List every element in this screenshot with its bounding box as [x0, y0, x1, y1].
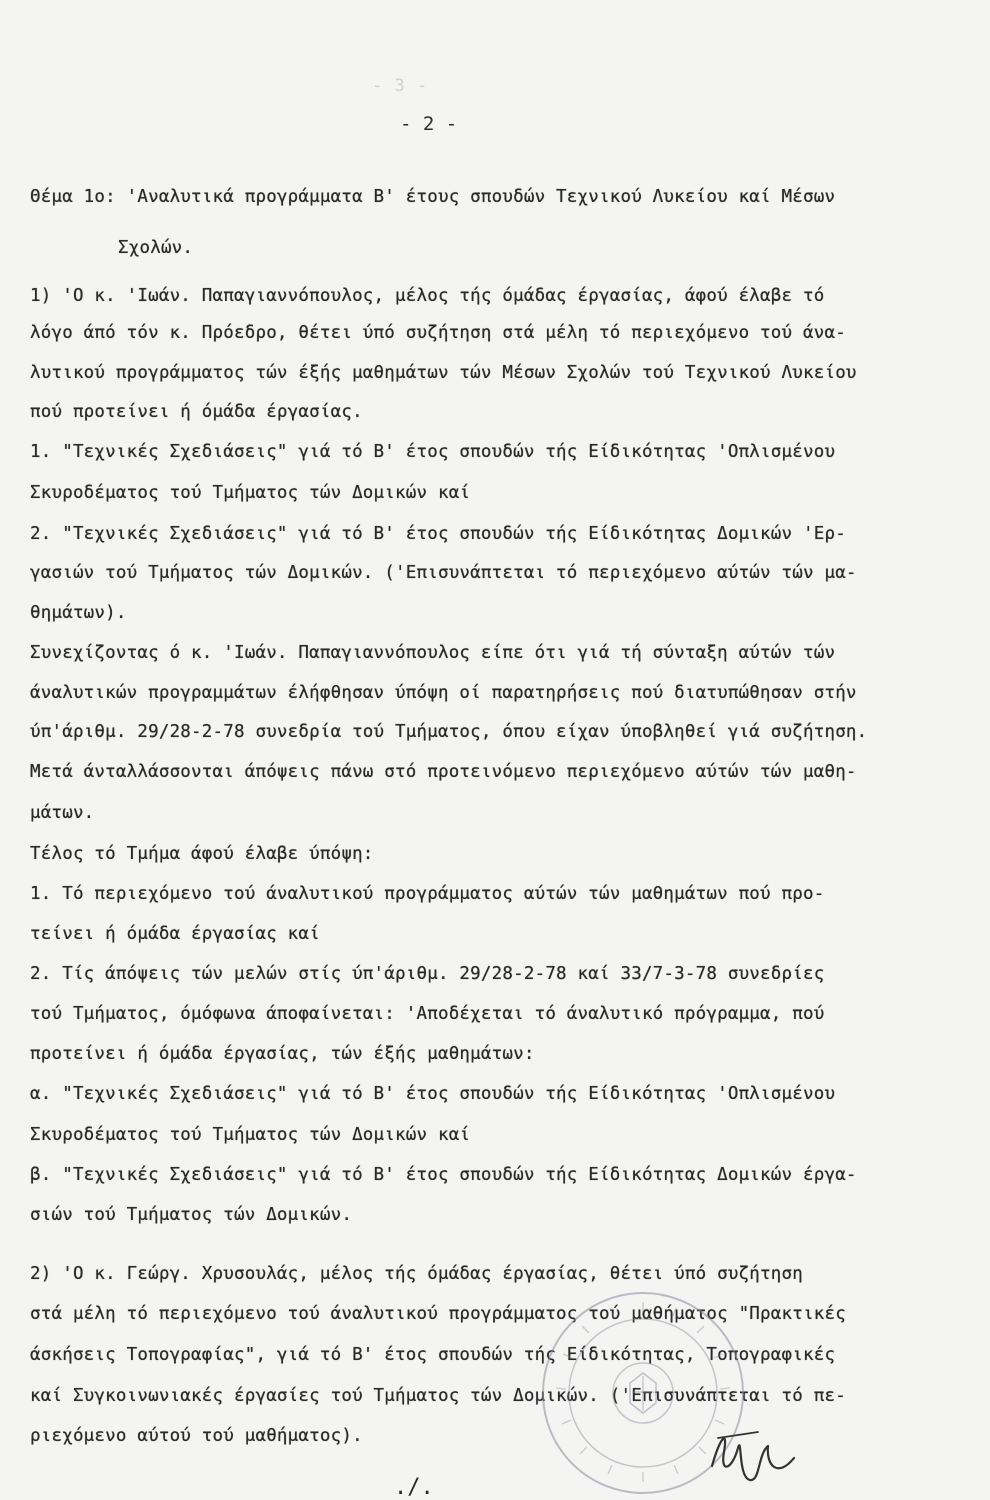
body-line: Σχολών. [118, 238, 194, 258]
body-line: λυτικού προγράμματος τών έξής μαθημάτων τών Μέσων Σχολών τού Τεχνικού Λυκείου [30, 363, 857, 383]
body-line: λόγο άπό τόν κ. Πρόεδρο, θέτει ύπό συζήτηση στά μέλη τό περιεχόμενο τού άνα- [30, 323, 846, 343]
body-line: Σκυροδέματος τού Τμήματος τών Δομικών καί [30, 483, 471, 503]
page-number: - 2 - [400, 113, 458, 135]
body-line: ύπ'άριθμ. 29/28-2-78 συνεδρία τού Τμήματος, όπου είχαν ύποβληθεί γιά συζήτηση. [30, 722, 868, 742]
body-line: 2) 'Ο κ. Γεώργ. Χρυσουλάς, μέλος τής όμάδας έργασίας, θέτει ύπό συζήτηση [30, 1264, 803, 1284]
body-line: άναλυτικών προγραμμάτων έλήφθησαν ύπόψη οί παρατηρήσεις πού διατυπώθησαν στήν [30, 683, 857, 703]
body-line: προτείνει ή όμάδα έργασίας, τών έξής μαθημάτων: [30, 1044, 535, 1064]
body-line: πού προτείνει ή όμάδα έργασίας. [30, 402, 363, 422]
body-line: μάτων. [30, 803, 95, 823]
body-line: ριεχόμενο αύτού τού μαθήματος). [30, 1426, 363, 1446]
body-line: 2. Τίς άπόψεις τών μελών στίς ύπ'άριθμ. 29/28-2-78 καί 33/7-3-78 συνεδρίες [30, 964, 825, 984]
body-line: 2. "Τεχνικές Σχεδιάσεις" γιά τό Β' έτος σπουδών τής Είδικότητας Δομικών 'Ερ- [30, 524, 846, 544]
body-line: Τέλος τό Τμήμα άφού έλαβε ύπόψη: [30, 844, 374, 864]
body-line: Θέμα 1ο: 'Αναλυτικά προγράμματα Β' έτους σπουδών Τεχνικού Λυκείου καί Μέσων [30, 187, 836, 207]
body-line: άσκήσεις Τοπογραφίας", γιά τό Β' έτος σπουδών τής Είδικότητας, Τοπογραφικές [30, 1345, 836, 1365]
body-line: 1. "Τεχνικές Σχεδιάσεις" γιά τό Β' έτος σπουδών τής Είδικότητας 'Οπλισμένου [30, 442, 836, 462]
body-line: καί Συγκοινωνιακές έργασίες τού Τμήματος τών Δομικών. ('Επισυνάπτεται τό πε- [30, 1386, 846, 1406]
body-line: γασιών τού Τμήματος τών Δομικών. ('Επισυνάπτεται τό περιεχόμενο αύτών τών μα- [30, 563, 857, 583]
body-line: 1) 'Ο κ. 'Ιωάν. Παπαγιαννόπουλος, μέλος τής όμάδας έργασίας, άφού έλαβε τό [30, 286, 825, 306]
body-line: α. "Τεχνικές Σχεδιάσεις" γιά τό Β' έτος σπουδών τής Είδικότητας 'Οπλισμένου [30, 1084, 836, 1104]
body-line: σιών τού Τμήματος τών Δομικών. [30, 1205, 353, 1225]
body-line: Σκυροδέματος τού Τμήματος τών Δομικών καί [30, 1125, 471, 1145]
handwritten-signature [698, 1408, 808, 1492]
body-line: Μετά άνταλλάσσονται άπόψεις πάνω στό προτεινόμενο περιεχόμενο αύτών τών μαθη- [30, 762, 857, 782]
bleed-through-page-number: - 3 - [372, 76, 429, 96]
body-line: θημάτων). [30, 603, 127, 623]
body-line: Συνεχίζοντας ό κ. 'Ιωάν. Παπαγιαννόπουλος είπε ότι γιά τή σύνταξη αύτών τών [30, 643, 836, 663]
body-line: 1. Τό περιεχόμενο τού άναλυτικού προγράμματος αύτών τών μαθημάτων πού προ- [30, 884, 825, 904]
continuation-mark: ./. [394, 1475, 434, 1500]
body-line: β. "Τεχνικές Σχεδιάσεις" γιά τό Β' έτος σπουδών τής Είδικότητας Δομικών έργα- [30, 1165, 857, 1185]
body-line: τείνει ή όμάδα έργασίας καί [30, 924, 320, 944]
body-line: τού Τμήματος, όμόφωνα άποφαίνεται: 'Αποδέχεται τό άναλυτικό πρόγραμμα, πού [30, 1004, 825, 1024]
body-line: στά μέλη τό περιεχόμενο τού άναλυτικού προγράμματος τού μαθήματος "Πρακτικές [30, 1304, 846, 1324]
